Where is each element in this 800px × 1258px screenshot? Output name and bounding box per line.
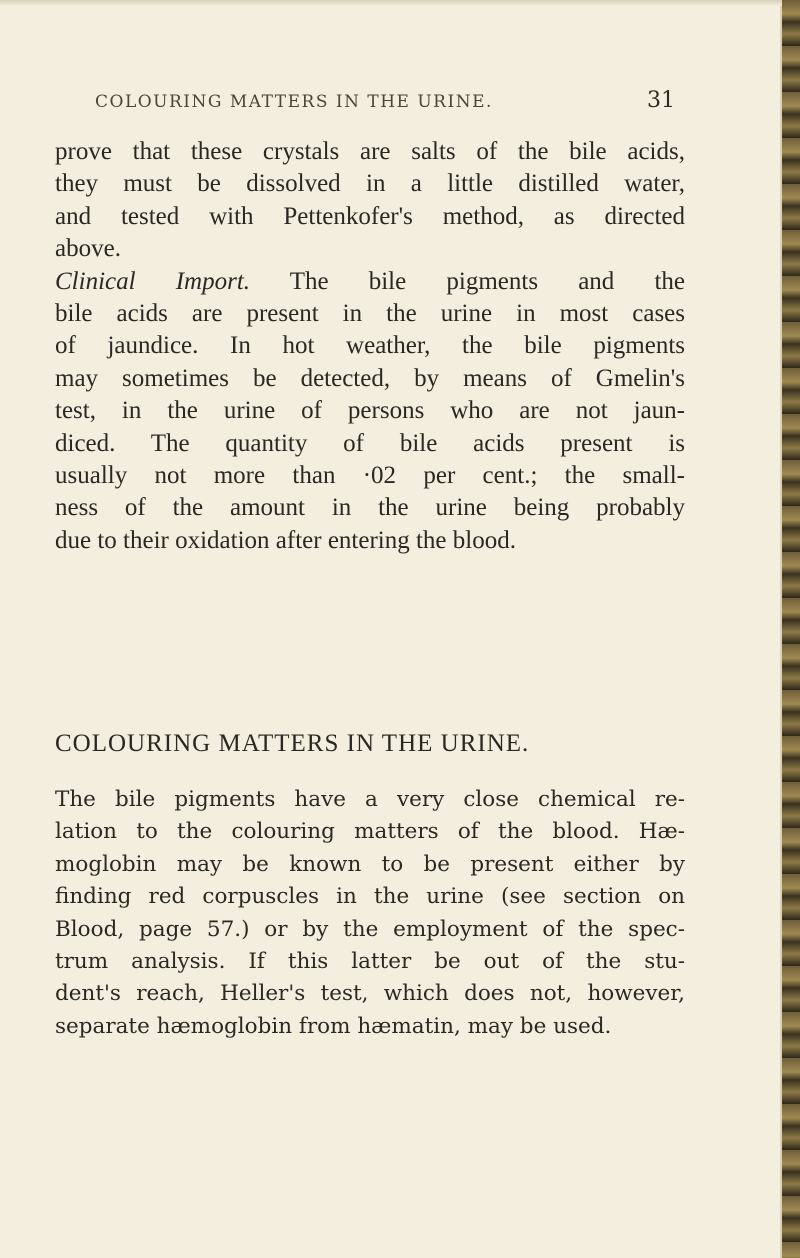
text-line: usually not more than ·02 per cent.; the small- — [55, 461, 685, 489]
text-line: due to their oxidation after entering the blood. — [55, 526, 516, 554]
text-line: dent's reach, Heller's test, which does not, however, — [55, 981, 685, 1007]
text-line: prove that these crystals are salts of the bile acids, — [55, 138, 685, 165]
text-line: lation to the colouring matters of the blood. Hæ- — [55, 819, 685, 845]
clinical-import-line — [55, 266, 685, 298]
text-line: moglobin may be known to be present either by — [55, 851, 685, 877]
text-line: they must be dissolved in a little distilled water, — [55, 170, 685, 198]
body-text-top — [55, 136, 685, 557]
text-line: above. — [55, 235, 121, 263]
text-line: diced. The quantity of bile acids present is — [55, 429, 685, 457]
text-line: may sometimes be detected, by means of Gmelin's — [55, 364, 685, 392]
page-number: 31 — [647, 88, 675, 113]
clinical-import-label: Clinical Import. — [55, 267, 251, 295]
text-line: Blood, page 57.) or by the employment of the spec- — [55, 916, 685, 942]
text-line: ness of the amount in the urine being probably — [55, 494, 685, 522]
section-heading: COLOURING MATTERS IN THE URINE. — [55, 730, 530, 757]
text-line: test, in the urine of persons who are not jaun- — [55, 397, 685, 425]
text-line: trum analysis. If this latter be out of the stu- — [55, 948, 685, 974]
text-line: bile acids are present in the urine in most cases — [55, 299, 685, 327]
text-line: finding red corpuscles in the urine (see section on — [55, 884, 685, 910]
text-fragment: The bile pigments and the — [250, 267, 685, 295]
text-line: and tested with Pettenkofer's method, as directed — [55, 202, 685, 230]
page-top-edge — [0, 0, 782, 6]
running-title: COLOURING MATTERS IN THE URINE. — [95, 92, 493, 112]
text-line: separate hæmoglobin from hæmatin, may be used. — [55, 1013, 612, 1039]
running-head — [95, 88, 675, 122]
text-line: of jaundice. In hot weather, the bile pigments — [55, 332, 685, 360]
text-line: The bile pigments have a very close chemical re- — [55, 787, 685, 812]
book-spine-edge — [782, 0, 800, 1258]
body-text-bottom — [55, 784, 685, 1043]
